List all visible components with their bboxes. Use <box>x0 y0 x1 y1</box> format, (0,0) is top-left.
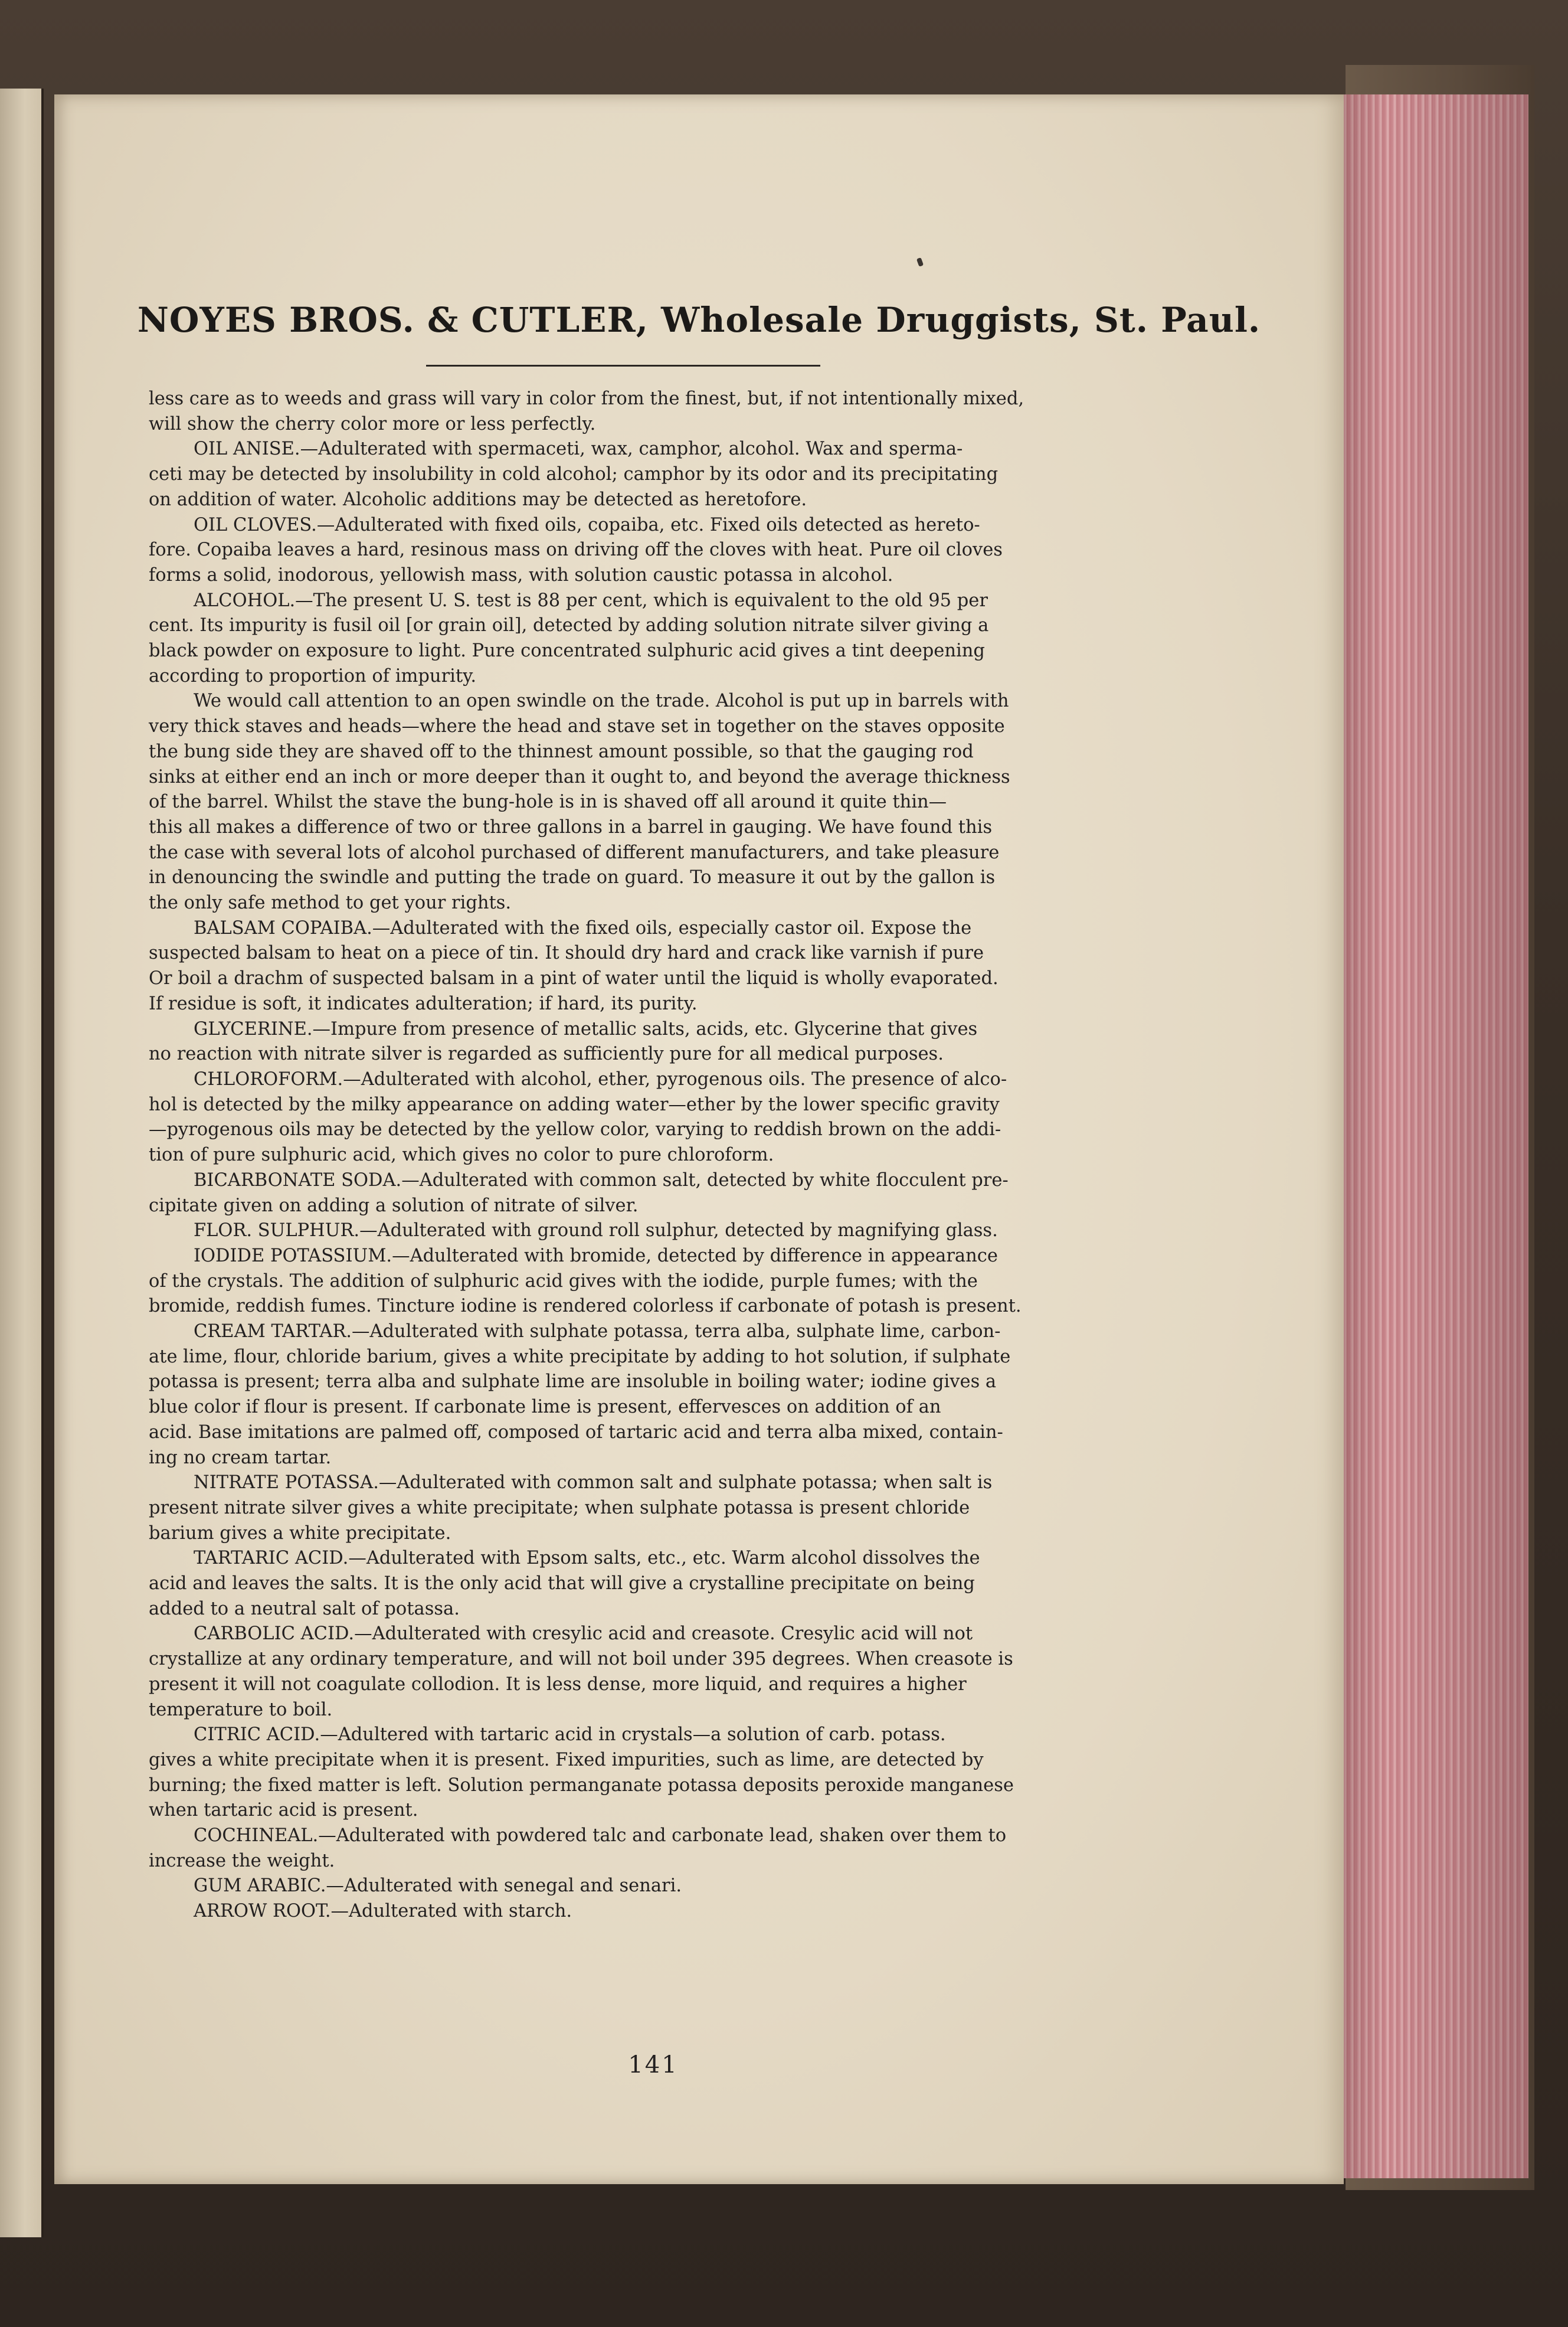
paragraph-alcohol-swindle: We would call attention to an open swindle on the trade. Alcohol is put up in barrels with very thick staves and heads—where the head and stave set in together on the staves opposite the bung side they are shaved off to the thinnest amount possible, so that the gauging rod sinks at either end an inch or more deeper than it ought to, and beyond the average thickness of the barrel. Whilst the stave the bung-hole is in is shaved off all around it quite thin— this all makes a difference of two or three gallons in a barrel in gauging. We have found this the case with several lots of alcohol purchased of different manufacturers, and take pleasure in denouncing the swindle and putting the trade on guard. To measure it out by the gallon is the only safe method to get your rights. <box>149 691 1010 914</box>
paragraph-cream-tartar: CREAM TARTAR.—Adulterated with sulphate potassa, terra alba, sulphate lime, carbon- ate lime, flour, chloride barium, gives a white precipitate by adding to hot solution, if sulphate potassa is present; terra alba and sulphate lime are insoluble in boiling water; iodine gives a blue color if flour is present. If carbonate lime is present, effervesces on addition of an acid. Base imitations are palmed off, composed of tartaric acid and terra alba mixed, contain- ing no cream tartar. <box>149 1321 1011 1468</box>
header-rule <box>426 365 820 367</box>
paragraph-cochineal: COCHINEAL.—Adulterated with powdered talc and carbonate lead, shaken over them to increase the weight. <box>149 1825 1007 1871</box>
paragraph-tartaric-acid: TARTARIC ACID.—Adulterated with Epsom salts, etc., etc. Warm alcohol dissolves the acid and leaves the salts. It is the only acid that will give a crystalline precipitate on being added to a neutral salt of potassa. <box>149 1548 980 1619</box>
paragraph-chloroform: CHLOROFORM.—Adulterated with alcohol, ether, pyrogenous oils. The presence of alco- hol is detected by the milky appearance on adding water—ether by the lower specific gravity —pyrogenous oils may be detected by the yellow color, varying to reddish brown on the addi- tion of pure sulphuric acid, which gives no color to pure chloroform. <box>149 1068 1007 1166</box>
paragraph-balsam-copaiba: BALSAM COPAIBA.—Adulterated with the fixed oils, especially castor oil. Expose the suspected balsam to heat on a piece of tin. It should dry hard and crack like varnish if pure Or boil a drachm of suspected balsam in a pint of water until the liquid is wholly evaporated. If residue is soft, it indicates adulteration; if hard, its purity. <box>149 917 999 1014</box>
book-page <box>54 94 1344 2184</box>
paragraph-gum-arabic: GUM ARABIC.—Adulterated with senegal and senari. <box>194 1875 682 1897</box>
paragraph-carbolic-acid: CARBOLIC ACID.—Adulterated with cresylic acid and creasote. Cresylic acid will not crystallize at any ordinary temperature, and will not boil under 395 degrees. When creasote is present it will not coagulate collodion. It is less dense, more liquid, and requires a higher temperature to boil. <box>149 1623 1013 1720</box>
paragraph-citric-acid: CITRIC ACID.—Adultered with tartaric acid in crystals—a solution of carb. potass. gives a white precipitate when it is present. Fixed impurities, such as lime, are detected by burning; the fixed matter is left. Solution permanganate potassa deposits peroxide manganese when tartaric acid is present. <box>149 1724 1014 1821</box>
ink-speck <box>916 257 924 267</box>
paragraph-arrow-root: ARROW ROOT.—Adulterated with starch. <box>194 1901 572 1922</box>
paragraph-iodide-potassium: IODIDE POTASSIUM.—Adulterated with bromide, detected by difference in appearance of the crystals. The addition of sulphuric acid gives with the iodide, purple fumes; with the bromide, reddish fumes. Tincture iodine is rendered colorless if carbonate of potash is present. <box>149 1245 1022 1317</box>
page-block-shade <box>1328 94 1528 2178</box>
paragraph-oil-anise: OIL ANISE.—Adulterated with spermaceti, wax, camphor, alcohol. Wax and sperma- ceti may be detected by insolubility in cold alcohol; camphor by its odor and its precipitating on addition of water. Alcoholic additions may be detected as heretofore. <box>149 439 999 510</box>
paragraph-glycerine: GLYCERINE.—Impure from presence of metallic salts, acids, etc. Glycerine that gives no reaction with nitrate silver is regarded as sufficiently pure for all medical purposes. <box>149 1018 978 1065</box>
running-header: NOYES BROS. & CUTLER, Wholesale Druggists, St. Paul. <box>137 300 1261 340</box>
paragraph-alcohol: ALCOHOL.—The present U. S. test is 88 per cent, which is equivalent to the old 95 per cent. Its impurity is fusil oil [or grain oil], detected by adding solution nitrate silver giving a black powder on exposure to light. Pure concentrated sulphuric acid gives a tint deepening according to proportion of impurity. <box>149 590 989 687</box>
paragraph-nitrate-potassa: NITRATE POTASSA.—Adulterated with common salt and sulphate potassa; when salt is present nitrate silver gives a white precipitate; when sulphate potassa is present chloride barium gives a white precipitate. <box>149 1472 993 1544</box>
paragraph-oil-cloves: OIL CLOVES.—Adulterated with fixed oils, copaiba, etc. Fixed oils detected as hereto- fore. Copaiba leaves a hard, resinous mass on driving off the cloves with heat. Pure oil cloves forms a solid, inodorous, yellowish mass, with solution caustic potassa in alcohol. <box>149 514 1003 586</box>
paragraph-continuation: less care as to weeds and grass will vary in color from the finest, but, if not intentionally mixed, will show the cherry color more or less perfectly. <box>149 388 1024 434</box>
paragraph-bicarbonate-soda: BICARBONATE SODA.—Adulterated with common salt, detected by white flocculent pre- cipitate given on adding a solution of nitrate of silver. <box>149 1169 1009 1216</box>
page-number: 141 <box>628 2051 679 2078</box>
paragraph-flor-sulphur: FLOR. SULPHUR.—Adulterated with ground roll sulphur, detected by magnifying glass. <box>194 1220 998 1241</box>
facing-page-edge <box>0 89 44 2237</box>
page-body <box>149 387 1152 1924</box>
